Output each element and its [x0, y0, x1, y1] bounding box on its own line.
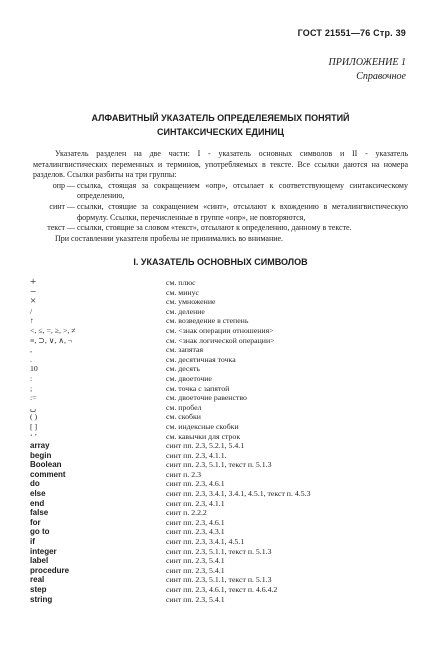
index-symbol: ( ): [30, 412, 38, 422]
index-symbol: +: [30, 276, 37, 288]
definition-key: текст —: [47, 223, 75, 233]
index-row: [0, 470, 441, 480]
index-row: [0, 393, 441, 403]
index-reference: синт пп. 2.3, 4.1.1: [166, 498, 225, 508]
definition-text: ссылка, стоящая за сокращением «опр», отсылает к соответствующему синтаксическому определению,: [77, 180, 408, 201]
index-symbol: do: [30, 479, 40, 489]
index-symbol: if: [30, 537, 35, 547]
index-row: [0, 556, 441, 566]
index-row: [0, 326, 441, 336]
appendix-block: [329, 56, 407, 84]
index-reference: синт пп. 2.3, 3.4.1, 4.5.1: [166, 537, 245, 547]
definition-key: опр —: [52, 180, 75, 190]
index-row: [0, 595, 441, 605]
index-row: [0, 508, 441, 518]
index-row: [0, 297, 441, 307]
index-symbol: comment: [30, 469, 66, 479]
index-row: [0, 403, 441, 413]
index-symbol: :: [30, 373, 33, 383]
index-symbol: −: [30, 285, 37, 298]
index-row: [0, 374, 441, 384]
index-reference: см. десять: [166, 364, 200, 374]
index-reference: см. пробел: [166, 402, 202, 412]
index-symbol: 10: [30, 364, 38, 374]
intro-paragraph: Указатель разделен на две части: I - указатель основных символов и II - указатель металингвистических переменных и терминов, употребляемых в тексте. Все ссылки даются на номера разделов. Ссылки разбиты на три группы:: [33, 149, 408, 180]
definition-sint: [33, 202, 408, 223]
index-symbol: begin: [30, 450, 52, 460]
index-reference: синт п. 2.2.2: [166, 508, 207, 518]
index-symbol: ↑: [30, 316, 34, 326]
index-row: [0, 441, 441, 451]
document-title: [0, 111, 441, 139]
index-symbol: ≡, ⊃, ∨, ∧, ¬: [30, 335, 73, 345]
index-row: [0, 499, 441, 509]
index-row: [0, 479, 441, 489]
index-symbol: /: [30, 306, 33, 316]
appendix-type: Справочное: [356, 71, 406, 82]
index-symbol: for: [30, 517, 41, 527]
index-symbol: ␣: [30, 402, 36, 412]
symbol-index-list: [0, 278, 441, 604]
title-line-2: СИНТАКСИЧЕСКИХ ЕДИНИЦ: [157, 127, 284, 137]
index-reference: синт пп. 2.3, 4.6.1: [166, 479, 225, 489]
index-row: [0, 575, 441, 585]
index-row: [0, 566, 441, 576]
definition-tekst: [33, 223, 408, 234]
index-symbol: false: [30, 508, 49, 518]
index-symbol: ,: [30, 345, 32, 355]
index-reference: см. плюс: [166, 278, 196, 287]
index-reference: см. запятая: [166, 345, 204, 355]
index-row: [0, 518, 441, 528]
index-reference: см. десятичная точка: [166, 354, 236, 364]
index-reference: синт пп. 2.3, 5.1.1, текст п. 5.1.3: [166, 546, 272, 556]
intro-text: [33, 149, 408, 244]
index-reference: см. <знак логической операции>: [166, 335, 275, 345]
index-symbol: .: [30, 354, 32, 364]
index-reference: см. деление: [166, 306, 205, 316]
intro-note: При составлении указателя пробелы не принимались во внимание.: [55, 233, 284, 243]
index-symbol: array: [30, 441, 50, 451]
definition-key: синт —: [49, 201, 75, 211]
index-row: [0, 432, 441, 442]
index-row: [0, 585, 441, 595]
index-reference: синт пп. 2.3, 5.2.1, 5.4.1: [166, 441, 245, 451]
index-row: [0, 527, 441, 537]
index-reference: синт пп. 2.3, 5.1.1, текст п. 5.1.3: [166, 575, 272, 585]
index-row: [0, 460, 441, 470]
definition-text: ссылки, стоящие за сокращением «синт», отсылают к вхождению в металингвистическую формулу. Ссылки, перечисленные в группе «опр», не повторяются,: [77, 201, 408, 222]
index-symbol: end: [30, 498, 45, 508]
index-reference: синт пп. 2.3, 5.1.1, текст п. 5.1.3: [166, 460, 272, 470]
index-reference: см. кавычки для строк: [166, 431, 241, 441]
index-reference: синт п. 2.3: [166, 469, 201, 479]
index-symbol: ;: [30, 383, 33, 393]
index-symbol: Boolean: [30, 460, 62, 470]
index-reference: синт пп. 2.3, 3.4.1, 3.4.1, 4.5.1, текст п. 4.5.3: [166, 489, 311, 499]
index-reference: синт пп. 2.3, 4.6.1: [166, 517, 225, 527]
index-reference: см. точка с запятой: [166, 383, 230, 393]
index-reference: см. умножение: [166, 297, 216, 307]
index-row: [0, 384, 441, 394]
index-row: [0, 547, 441, 557]
index-row: [0, 285, 441, 298]
index-symbol: <, ≤, =, ≥, >, ≠: [30, 325, 76, 335]
index-reference: см. двоеточие: [166, 373, 212, 383]
index-symbol: :=: [30, 393, 37, 403]
index-symbol: integer: [30, 546, 57, 556]
index-symbol: string: [30, 594, 53, 604]
index-symbol: [ ]: [30, 421, 38, 431]
index-symbol: ‘ ’: [30, 431, 38, 441]
index-reference: см. <знак операции отношения>: [166, 325, 274, 335]
index-reference: см. двоеточие равенство: [166, 393, 247, 403]
index-row: [0, 364, 441, 374]
index-reference: синт пп. 2.3, 5.4.1: [166, 556, 225, 566]
definition-opr: [33, 181, 408, 202]
title-line-1: АЛФАВИТНЫЙ УКАЗАТЕЛЬ ОПРЕДЕЛЕЯЕМЫХ ПОНЯТИЙ: [91, 113, 350, 123]
index-row: [0, 451, 441, 461]
index-row: [0, 412, 441, 422]
index-symbol: step: [30, 585, 47, 594]
index-symbol: label: [30, 556, 49, 566]
index-symbol: real: [30, 575, 45, 585]
index-row: [0, 278, 441, 288]
index-row: [0, 489, 441, 499]
index-row: [0, 336, 441, 346]
index-reference: см. возведение в степень: [166, 316, 249, 326]
index-reference: см. минус: [166, 287, 199, 297]
index-symbol: go to: [30, 527, 50, 537]
index-reference: синт пп. 2.3, 4.3.1: [166, 527, 225, 537]
section-title: I. УКАЗАТЕЛЬ ОСНОВНЫХ СИМВОЛОВ: [133, 257, 308, 267]
index-row: [0, 355, 441, 365]
index-reference: см. скобки: [166, 412, 201, 422]
index-symbol: ×: [30, 295, 37, 308]
index-reference: синт пп. 2.3, 4.6.1, текст п. 4.6.4.2: [166, 585, 278, 594]
index-reference: синт пп. 2.3, 4.1.1.: [166, 450, 227, 460]
index-symbol: else: [30, 489, 46, 499]
index-row: [0, 345, 441, 355]
definition-text: ссылки, стоящие за словом «текст», отсылают к определению, данному в тексте.: [77, 223, 352, 233]
index-row: [0, 316, 441, 326]
index-reference: синт пп. 2.3, 5.4.1: [166, 565, 225, 575]
index-reference: см. индексные скобки: [166, 421, 239, 431]
appendix-label: ПРИЛОЖЕНИЕ 1: [328, 57, 406, 68]
index-row: [0, 422, 441, 432]
index-reference: синт пп. 2.3, 5.4.1: [166, 594, 225, 604]
index-symbol: procedure: [30, 565, 70, 575]
index-row: [0, 537, 441, 547]
page-header: ГОСТ 21551—76 Стр. 39: [297, 28, 406, 38]
index-row: [0, 307, 441, 317]
